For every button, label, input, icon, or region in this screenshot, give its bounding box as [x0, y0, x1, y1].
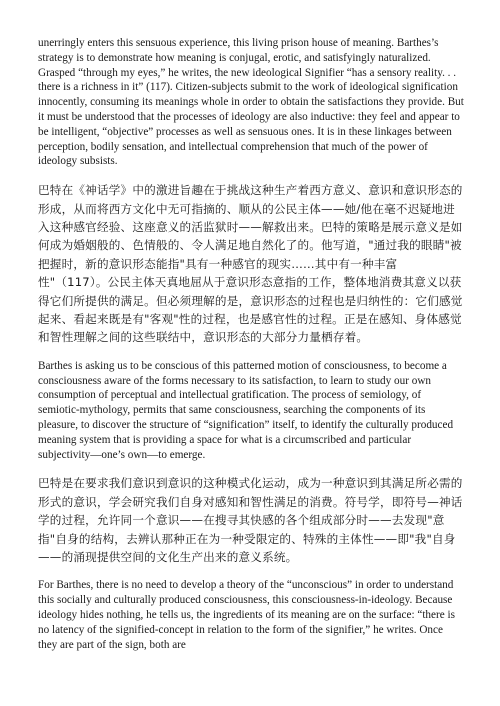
- paragraph-english-1: unerringly enters this sensuous experience, this living prison house of meaning. Barthes’s strategy is to demonstrate how meaning is conjugal, erotic, and satisfyingly naturalized. Grasped “through my eyes,” he writes, the new ideological Signifier “has a sensory reality. . . there is a richness in it” (117). Citizen-subjects submit to the work of ideological signification innocently, consuming its meanings whole in order to obtain the satisfactions they provide. But it must be understood that the processes of ideology are also inductive: they feel and appear to be intelligent, “objective” processes as well as sensuous ones. It is in these linkages between perception, bodily sensation, and intellectual comprehension that much of the power of ideology subsists.: [38, 37, 464, 168]
- paragraph-chinese-1: 巴特在《神话学》中的激进旨趣在于挑战这种生产着西方意义、意识和意识形态的形成，从而将西方文化中无可指摘的、顺从的公民主体——她/他在毫不迟疑地进入这种感官经验、这座意义的活监狱时——解救出来。巴特的策略是展示意义是如何成为婚姻般的、色情般的、令人满足地自然化了的。他写道，"通过我的眼睛"被把握时，新的意识形态能指"具有一种感官的现实……其中有一种丰富性"（117）。公民主体天真地屈从于意识形态意指的工作，整体地消费其意义以获得它们所提供的满足。但必须理解的是，意识形态的过程也是归纳性的：它们感觉起来、看起来既是有"客观"性的过程，也是感官性的过程。正是在感知、身体感觉和智性理解之间的这些联结中，意识形态的大部分力量栖存着。: [38, 183, 463, 345]
- paragraph-chinese-2: 巴特是在要求我们意识到意识的这种模式化运动，成为一种意识到其满足所必需的形式的意识，学会研究我们自身对感知和智性满足的消费。符号学，即符号—神话学的过程，允许同一个意识——在搜寻其快感的各个组成部分时——去发现"意指"自身的结构，去辨认那种正在为一种受限定的、特殊的主体性——即"我"自身——的涌现提供空间的文化生产出来的意义系统。: [38, 476, 463, 565]
- paragraph-english-3: For Barthes, there is no need to develop a theory of the “unconscious” in order to understand this socially and culturally produced consciousness, this consciousness-in-ideology. Because ideology hides nothing, he tells us, the ingredients of its meaning are on the surface: “there is no latency of the signified-concept in relation to the form of the signifier,” he writes. Once they are part of the sign, both are: [38, 579, 455, 651]
- document-page: [38, 36, 464, 664]
- paragraph-english-2: Barthes is asking us to be conscious of this patterned motion of consciousness, to become a consciousness aware of the forms necessary to its satisfaction, to learn to study our own consumption of perceptual and intellectual gratification. The process of semiology, of semiotic-mythology, permits that same consciousness, searching the components of its pleasure, to discover the structure of “signification” itself, to identify the culturally produced meaning system that is providing a space for what is a circumscribed and particular subjectivity—one’s own—to emerge.: [38, 359, 454, 461]
